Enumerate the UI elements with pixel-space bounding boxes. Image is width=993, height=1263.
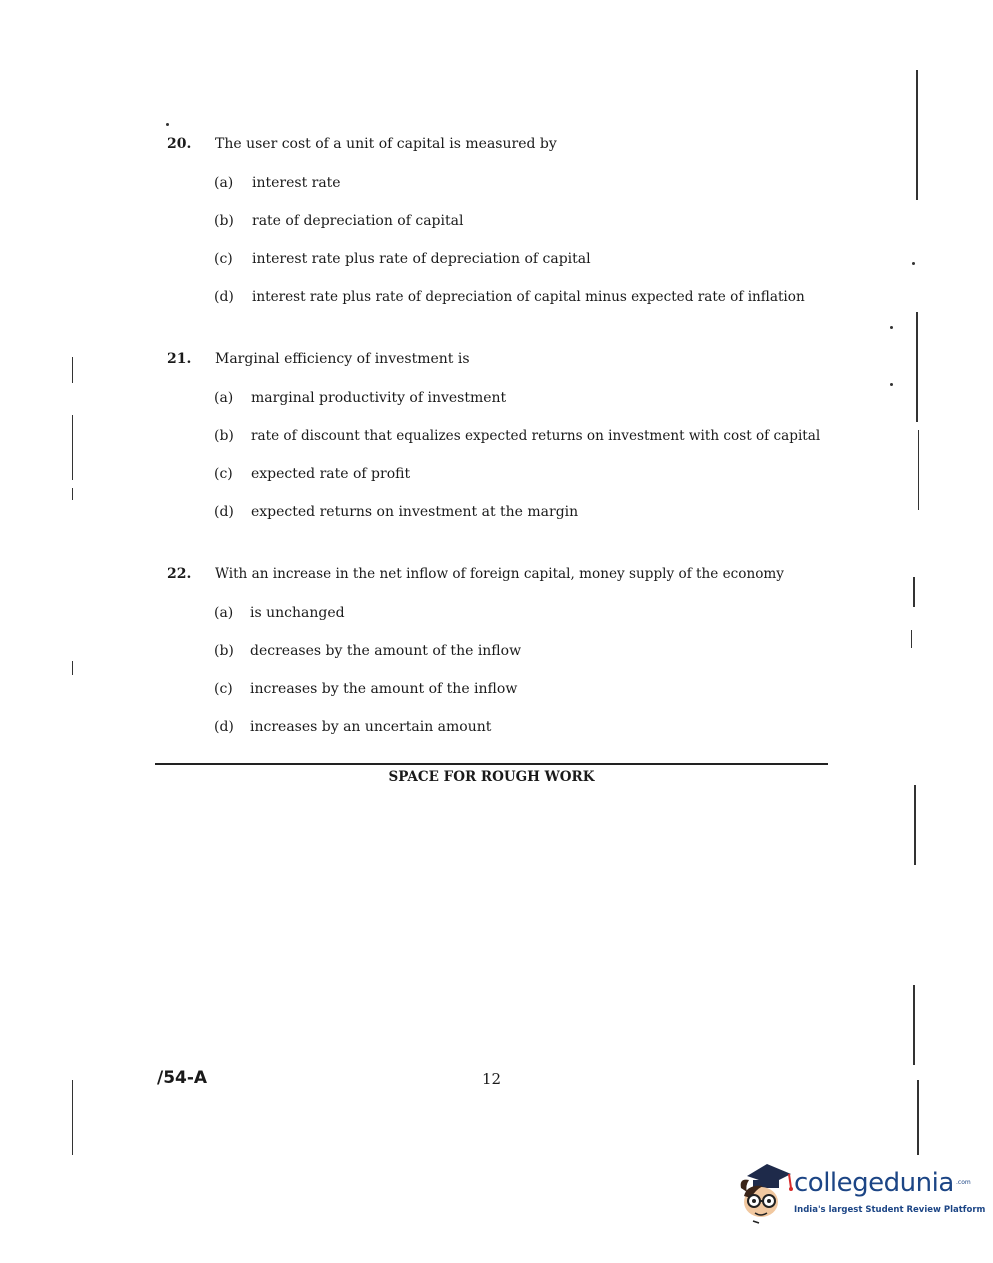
scan-edge-line [913,577,915,607]
q22-option-b-letter: (b) [214,643,234,659]
paper-code: /54-A [157,1068,208,1088]
scan-edge-line [72,357,73,383]
q21-option-d-text: expected returns on investment at the margin [251,504,579,520]
logo-tagline: India's largest Student Review Platform [794,1205,986,1215]
scan-speck [890,383,893,386]
collegedunia-logo [733,1158,986,1228]
scan-edge-line [72,415,73,480]
scan-edge-line [916,70,918,200]
q22-option-d-text: increases by an uncertain amount [250,719,492,735]
question-20-text: The user cost of a unit of capital is measured by [215,136,557,152]
q20-option-a-text: interest rate [252,175,341,191]
scan-edge-line [72,488,73,500]
q22-option-b-text: decreases by the amount of the inflow [250,643,522,659]
q20-option-b-letter: (b) [214,213,234,229]
logo-domain-suffix: .com [956,1179,971,1186]
q21-option-b-letter: (b) [214,428,234,444]
q20-option-b-text: rate of depreciation of capital [252,213,464,229]
scan-edge-line [911,630,912,648]
question-20-number: 20. [167,136,192,152]
scan-edge-line [914,785,916,865]
q20-option-c-letter: (c) [214,251,233,267]
q22-option-d-letter: (d) [214,719,234,735]
q21-option-c-letter: (c) [214,466,233,482]
q20-option-d-text: interest rate plus rate of depreciation of capital minus expected rate of inflation [252,289,805,305]
q22-option-c-text: increases by the amount of the inflow [250,681,518,697]
q21-option-d-letter: (d) [214,504,234,520]
q22-option-c-letter: (c) [214,681,233,697]
scan-speck [890,326,893,329]
question-22-number: 22. [167,566,192,582]
scan-edge-line [917,1080,919,1155]
scan-speck [912,262,915,265]
rough-work-label: SPACE FOR ROUGH WORK [388,769,595,785]
rough-work-divider [155,763,828,765]
q21-option-b-text: rate of discount that equalizes expected returns on investment with cost of capital [251,428,821,444]
scan-speck [166,123,169,126]
q20-option-d-letter: (d) [214,289,234,305]
q22-option-a-letter: (a) [214,605,234,621]
mascot-icon [733,1158,795,1228]
q20-option-a-letter: (a) [214,175,234,191]
scan-edge-line [916,312,918,422]
scan-edge-line [913,985,915,1065]
question-21-number: 21. [167,351,192,367]
q21-option-c-text: expected rate of profit [251,466,411,482]
question-22-text: With an increase in the net inflow of foreign capital, money supply of the economy [215,566,784,582]
q21-option-a-letter: (a) [214,390,234,406]
page-number: 12 [482,1070,502,1088]
q21-option-a-text: marginal productivity of investment [251,390,507,406]
scan-edge-line [72,1080,73,1155]
scan-edge-line [72,661,73,675]
q20-option-c-text: interest rate plus rate of depreciation of capital [252,251,591,267]
q22-option-a-text: is unchanged [250,605,345,621]
question-21-text: Marginal efficiency of investment is [215,351,470,367]
scan-edge-line [918,430,919,510]
logo-wordmark: collegedunia [794,1168,954,1198]
